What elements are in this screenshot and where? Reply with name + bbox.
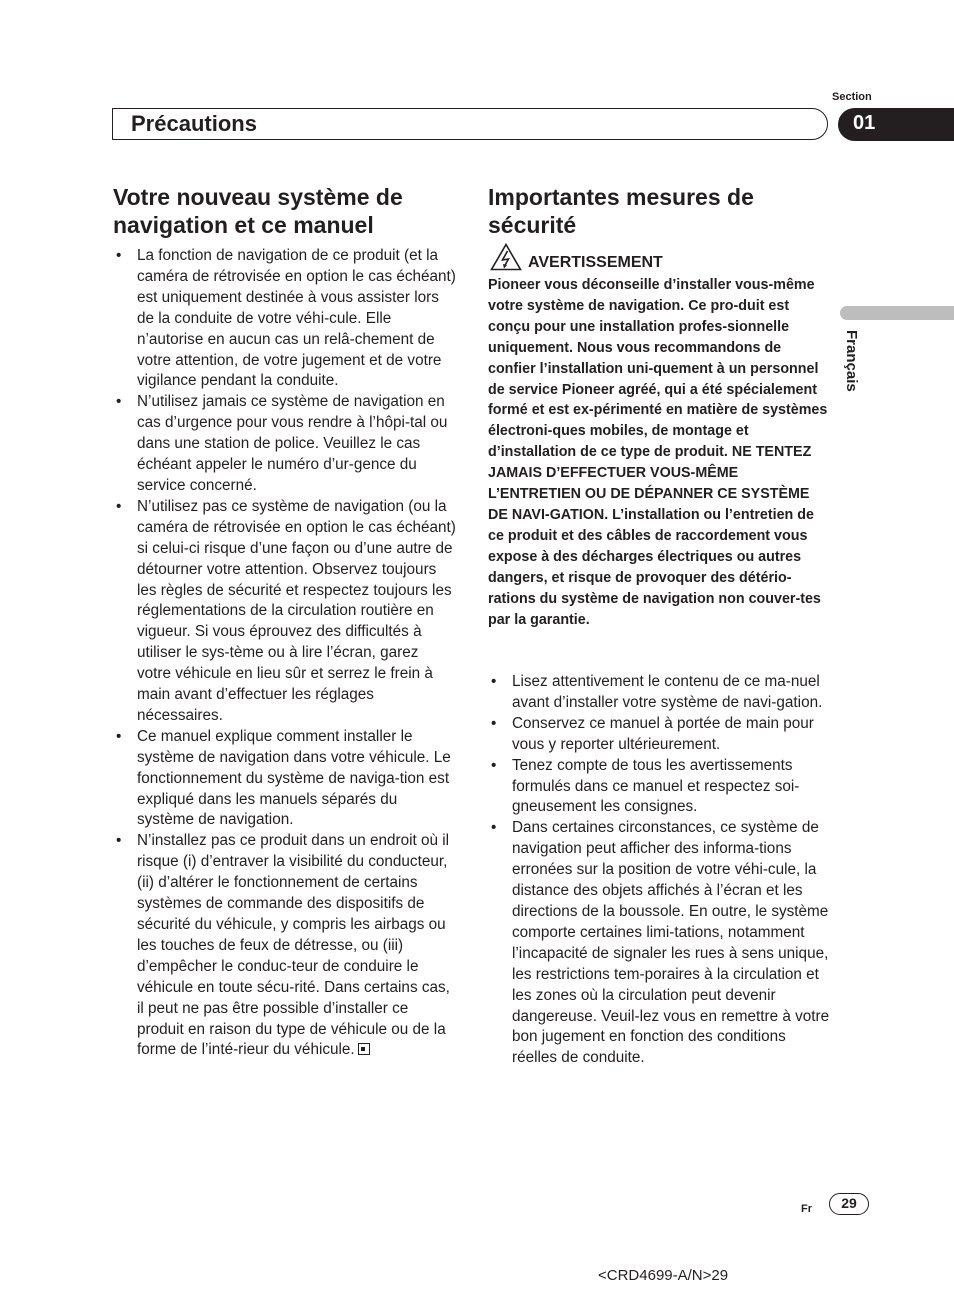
left-heading: Votre nouveau système de navigation et ce manuel xyxy=(113,184,403,238)
footer-lang-code: Fr xyxy=(801,1203,812,1215)
list-item: • Dans certaines circonstances, ce système de navigation peut afficher des informa-tions erronées sur la position de votre véhi-cule, la distance des objets affichés à l’écran et les directions de la boussole. En outre, le système comporte certaines limi-tations, notamment l’incapacité de signaler les rues à sens unique, les restrictions tem-poraires à la circulation et les zones où la circulation peut devenir dangereuse. Veuil-lez vous en remettre à votre bon jugement en fonction des conditions réelles de conduite. xyxy=(489,818,831,1069)
page-number: 29 xyxy=(829,1193,869,1215)
language-label: Français xyxy=(843,330,860,392)
chapter-title: Précautions xyxy=(131,111,257,136)
chapter-header xyxy=(112,108,828,140)
list-item: • Lisez attentivement le contenu de ce ma-nuel avant d’installer votre système de navi-gation. xyxy=(489,672,831,714)
right-heading: Importantes mesures de sécurité xyxy=(488,184,754,238)
list-item-text: N’installez pas ce produit dans un endroit où il risque (i) d’entraver la visibilité du conducteur, (ii) d’altérer le fonctionnement de certains systèmes de commande des dispositifs de sécurité du véhicule, y compris les airbags ou les touches de feux de détresse, ou (iii) d’empêcher le conduc-teur de conduire le véhicule en toute sécu-rité. Dans certains cas, il peut ne pas être possible d’installer ce produit en raison du type de véhicule ou de la forme de l’inté-rieur du véhicule. xyxy=(137,832,450,1059)
section-label: Section xyxy=(832,91,872,103)
section-number: 01 xyxy=(838,108,954,141)
end-of-section-icon xyxy=(358,1043,370,1055)
warning-icon xyxy=(490,243,522,271)
list-item: • Ce manuel explique comment installer le système de navigation dans votre véhicule. Le fonctionnement du système de naviga-tion est expliqué dans les manuels séparés du système de navigation. xyxy=(114,727,456,832)
list-item: • Conservez ce manuel à portée de main pour vous y reporter ultérieurement. xyxy=(489,714,831,756)
language-tab xyxy=(840,306,954,320)
list-item: • N’utilisez pas ce système de navigation (ou la caméra de rétrovisée en option le cas échéant) si celui-ci risque d’une façon ou d’une autre de détourner votre attention. Observez toujours les règles de sécurité et respectez toujours les réglementations de la circulation routière en vigueur. Si vous éprouvez des difficultés à utiliser le sys-tème ou à lire l’écran, garez votre véhicule en lieu sûr et serrez le frein à main avant d’effectuer les réglages nécessaires. xyxy=(114,497,456,727)
list-item: • N’utilisez jamais ce système de navigation en cas d’urgence pour vous rendre à l’hôpi-tal ou dans une station de police. Veuillez le cas échéant appeler le numéro d’ur-gence du service concerné. xyxy=(114,392,456,497)
list-item: • Tenez compte de tous les avertissements formulés dans ce manuel et respectez soi-gneusement les consignes. xyxy=(489,756,831,819)
warning-header xyxy=(490,242,663,272)
left-bullet-list xyxy=(114,246,456,1061)
warning-title: AVERTISSEMENT xyxy=(528,254,663,271)
warning-text: Pioneer vous déconseille d’installer vous-même votre système de navigation. Ce pro-duit est conçu pour une installation profes-sionnelle uniquement. Nous vous recommandons de confier l’installation uni-quement à un personnel de service Pioneer agréé, qui a été spécialement formé et est ex-périmenté en matière de systèmes électroni-ques mobiles, de montage et d’installation de ce type de produit. NE TENTEZ JAMAIS D’EFFECTUER VOUS-MÊME L’ENTRETIEN OU DE DÉPANNER CE SYSTÈME DE NAVI-GATION. L’installation ou l’entretien de ce produit et des câbles de raccordement vous expose à des décharges électriques ou autres dangers, et risque de provoquer des détério-rations du système de navigation non couver-tes par la garantie. xyxy=(488,277,828,628)
right-bullet-list xyxy=(489,672,831,1069)
list-item: • La fonction de navigation de ce produit (et la caméra de rétrovisée en option le cas échéant) est uniquement destinée à vous assister lors de la conduite de votre véhi-cule. Elle n’autorise en aucun cas un relâ-chement de votre attention, de votre jugement et de votre vigilance pendant la conduite. xyxy=(114,246,456,392)
list-item xyxy=(114,831,456,1061)
document-code: <CRD4699-A/N>29 xyxy=(598,1267,729,1284)
